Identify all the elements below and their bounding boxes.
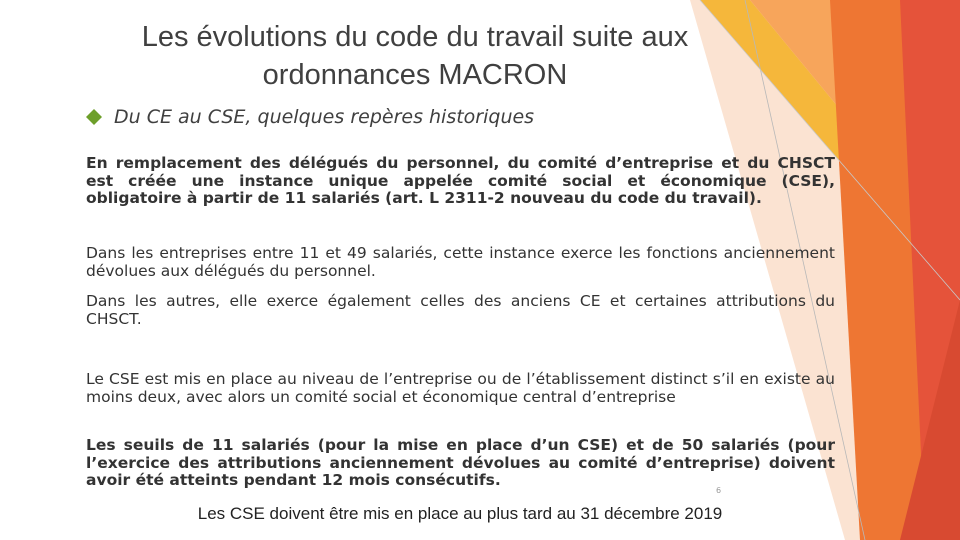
- paragraph-cse-creation: En remplacement des délégués du personnel, du comité d’entreprise et du CHSCT est créée une instance unique appelée comité social et économique (CSE), obligatoire à partir de 11 salariés (art. L 2311-2 nouveau du code du travail).: [86, 154, 835, 207]
- deadline-footer: Les CSE doivent être mis en place au plus tard au 31 décembre 2019: [197, 504, 723, 523]
- slide-title: Les évolutions du code du travail suite aux ordonnances MACRON: [141, 21, 689, 91]
- paragraph-cse-level: Le CSE est mis en place au niveau de l’entreprise ou de l’établissement distinct s’il en existe au moins deux, avec alors un comité social et économique central d’entreprise: [86, 370, 835, 406]
- diamond-bullet-icon: [86, 109, 102, 125]
- bullet-item: [86, 103, 786, 133]
- paragraph-thresholds: Les seuils de 11 salariés (pour la mise en place d’un CSE) et de 50 salariés (pour l’exercice des attributions anciennement dévolues au comité d’entreprise) doivent avoir été atteints pendant 12 mois consécutifs.: [86, 436, 835, 489]
- paragraph-other-companies: Dans les autres, elle exerce également celles des anciens CE et certaines attributions du CHSCT.: [86, 292, 835, 328]
- paragraph-small-companies: Dans les entreprises entre 11 et 49 salariés, cette instance exerce les fonctions anciennement dévolues aux délégués du personnel.: [86, 244, 835, 280]
- bullet-text: Du CE au CSE, quelques repères historiques: [114, 106, 535, 128]
- slide-number: 6: [716, 486, 722, 495]
